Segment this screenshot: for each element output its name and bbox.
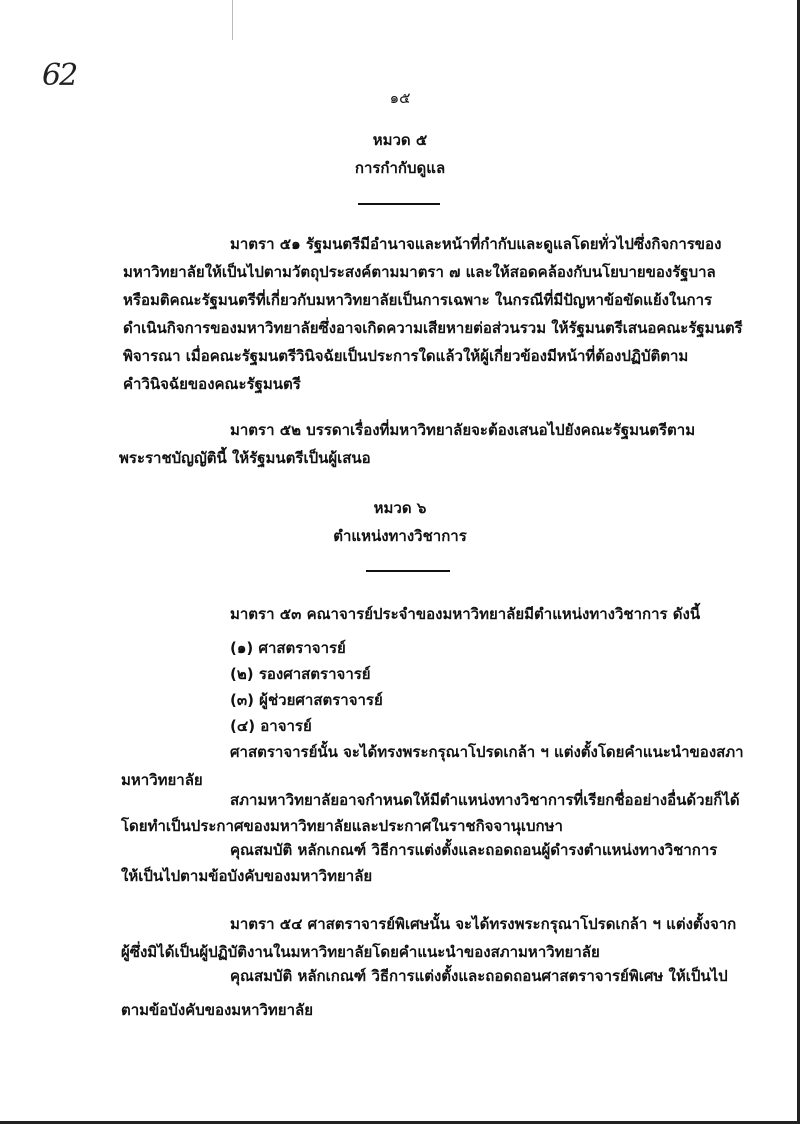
section-54-line: มาตรา ๕๔ ศาสตราจารย์พิเศษนั้น จะได้ทรงพระกรุณาโปรดเกล้า ฯ แต่งตั้งจาก: [230, 915, 737, 933]
chapter-6-title: ตำแหน่งทางวิชาการ: [333, 527, 467, 545]
section-53-item: (๑) ศาสตราจารย์: [230, 639, 346, 657]
section-53-item: (๒) รองศาสตราจารย์: [230, 665, 371, 683]
section-53-paragraph-line: ศาสตราจารย์นั้น จะได้ทรงพระกรุณาโปรดเกล้า ฯ แต่งตั้งโดยคำแนะนำของสภา: [230, 743, 744, 761]
section-52-line: มาตรา ๕๒ บรรดาเรื่องที่มหาวิทยาลัยจะต้องเสนอไปยังคณะรัฐมนตรีตาม: [230, 421, 696, 439]
section-51-line: มหาวิทยาลัยให้เป็นไปตามวัตถุประสงค์ตามมาตรา ๗ และให้สอดคล้องกับนโยบายของรัฐบาล: [123, 263, 716, 281]
chapter-5-title: การกำกับดูแล: [354, 159, 446, 177]
section-53-paragraph-line: สภามหาวิทยาลัยอาจกำหนดให้มีตำแหน่งทางวิชาการที่เรียกชื่ออย่างอื่นด้วยก็ได้: [230, 791, 740, 809]
chapter-5-rule: [358, 203, 440, 205]
section-51-line: ดำเนินกิจการของมหาวิทยาลัยซึ่งอาจเกิดความเสียหายต่อส่วนรวม ให้รัฐมนตรีเสนอคณะรัฐมนตรี: [123, 319, 743, 337]
chapter-6-heading: หมวด ๖: [373, 499, 427, 517]
section-51-line: มาตรา ๕๑ รัฐมนตรีมีอำนาจและหน้าที่กำกับและดูแลโดยทั่วไปซึ่งกิจการของ: [230, 235, 722, 253]
scan-artifact-line: [232, 0, 233, 40]
section-54-line: ตามข้อบังคับของมหาวิทยาลัย: [121, 1001, 314, 1019]
section-53-paragraph-line: โดยทำเป็นประกาศของมหาวิทยาลัยและประกาศในราชกิจจานุเบกษา: [121, 817, 563, 835]
section-51-line: หรือมติคณะรัฐมนตรีที่เกี่ยวกับมหาวิทยาลัยเป็นการเฉพาะ ในกรณีที่มีปัญหาข้อขัดแย้งในการ: [123, 291, 713, 309]
section-54-line: ผู้ซึ่งมิได้เป็นผู้ปฏิบัติงานในมหาวิทยาลัยโดยคำแนะนำของสภามหาวิทยาลัย: [121, 943, 600, 961]
section-51-line: พิจารณา เมื่อคณะรัฐมนตรีวินิจฉัยเป็นประการใดแล้วให้ผู้เกี่ยวข้องมีหน้าที่ต้องปฏิบัติตาม: [123, 347, 689, 365]
section-54-line: คุณสมบัติ หลักเกณฑ์ วิธีการแต่งตั้งและถอดถอนศาสตราจารย์พิเศษ ให้เป็นไป: [230, 967, 728, 985]
section-51-line: คำวินิจฉัยของคณะรัฐมนตรี: [123, 375, 301, 393]
section-53-paragraph-line: ให้เป็นไปตามข้อบังคับของมหาวิทยาลัย: [121, 867, 373, 885]
section-53-item: (๓) ผู้ช่วยศาสตราจารย์: [230, 691, 383, 709]
page-number: ๑๕: [389, 89, 411, 107]
chapter-5-heading: หมวด ๕: [372, 131, 428, 149]
section-53-item: (๔) อาจารย์: [230, 717, 312, 735]
chapter-6-rule: [366, 570, 450, 572]
section-53-intro: มาตรา ๕๓ คณาจารย์ประจำของมหาวิทยาลัยมีตำแหน่งทางวิชาการ ดังนี้: [230, 605, 701, 623]
section-52-line: พระราชบัญญัตินี้ ให้รัฐมนตรีเป็นผู้เสนอ: [119, 449, 371, 467]
handwritten-page-mark: 62: [42, 58, 77, 93]
section-53-paragraph-line: คุณสมบัติ หลักเกณฑ์ วิธีการแต่งตั้งและถอดถอนผู้ดำรงตำแหน่งทางวิชาการ: [230, 841, 718, 859]
section-53-paragraph-line: มหาวิทยาลัย: [121, 771, 203, 789]
